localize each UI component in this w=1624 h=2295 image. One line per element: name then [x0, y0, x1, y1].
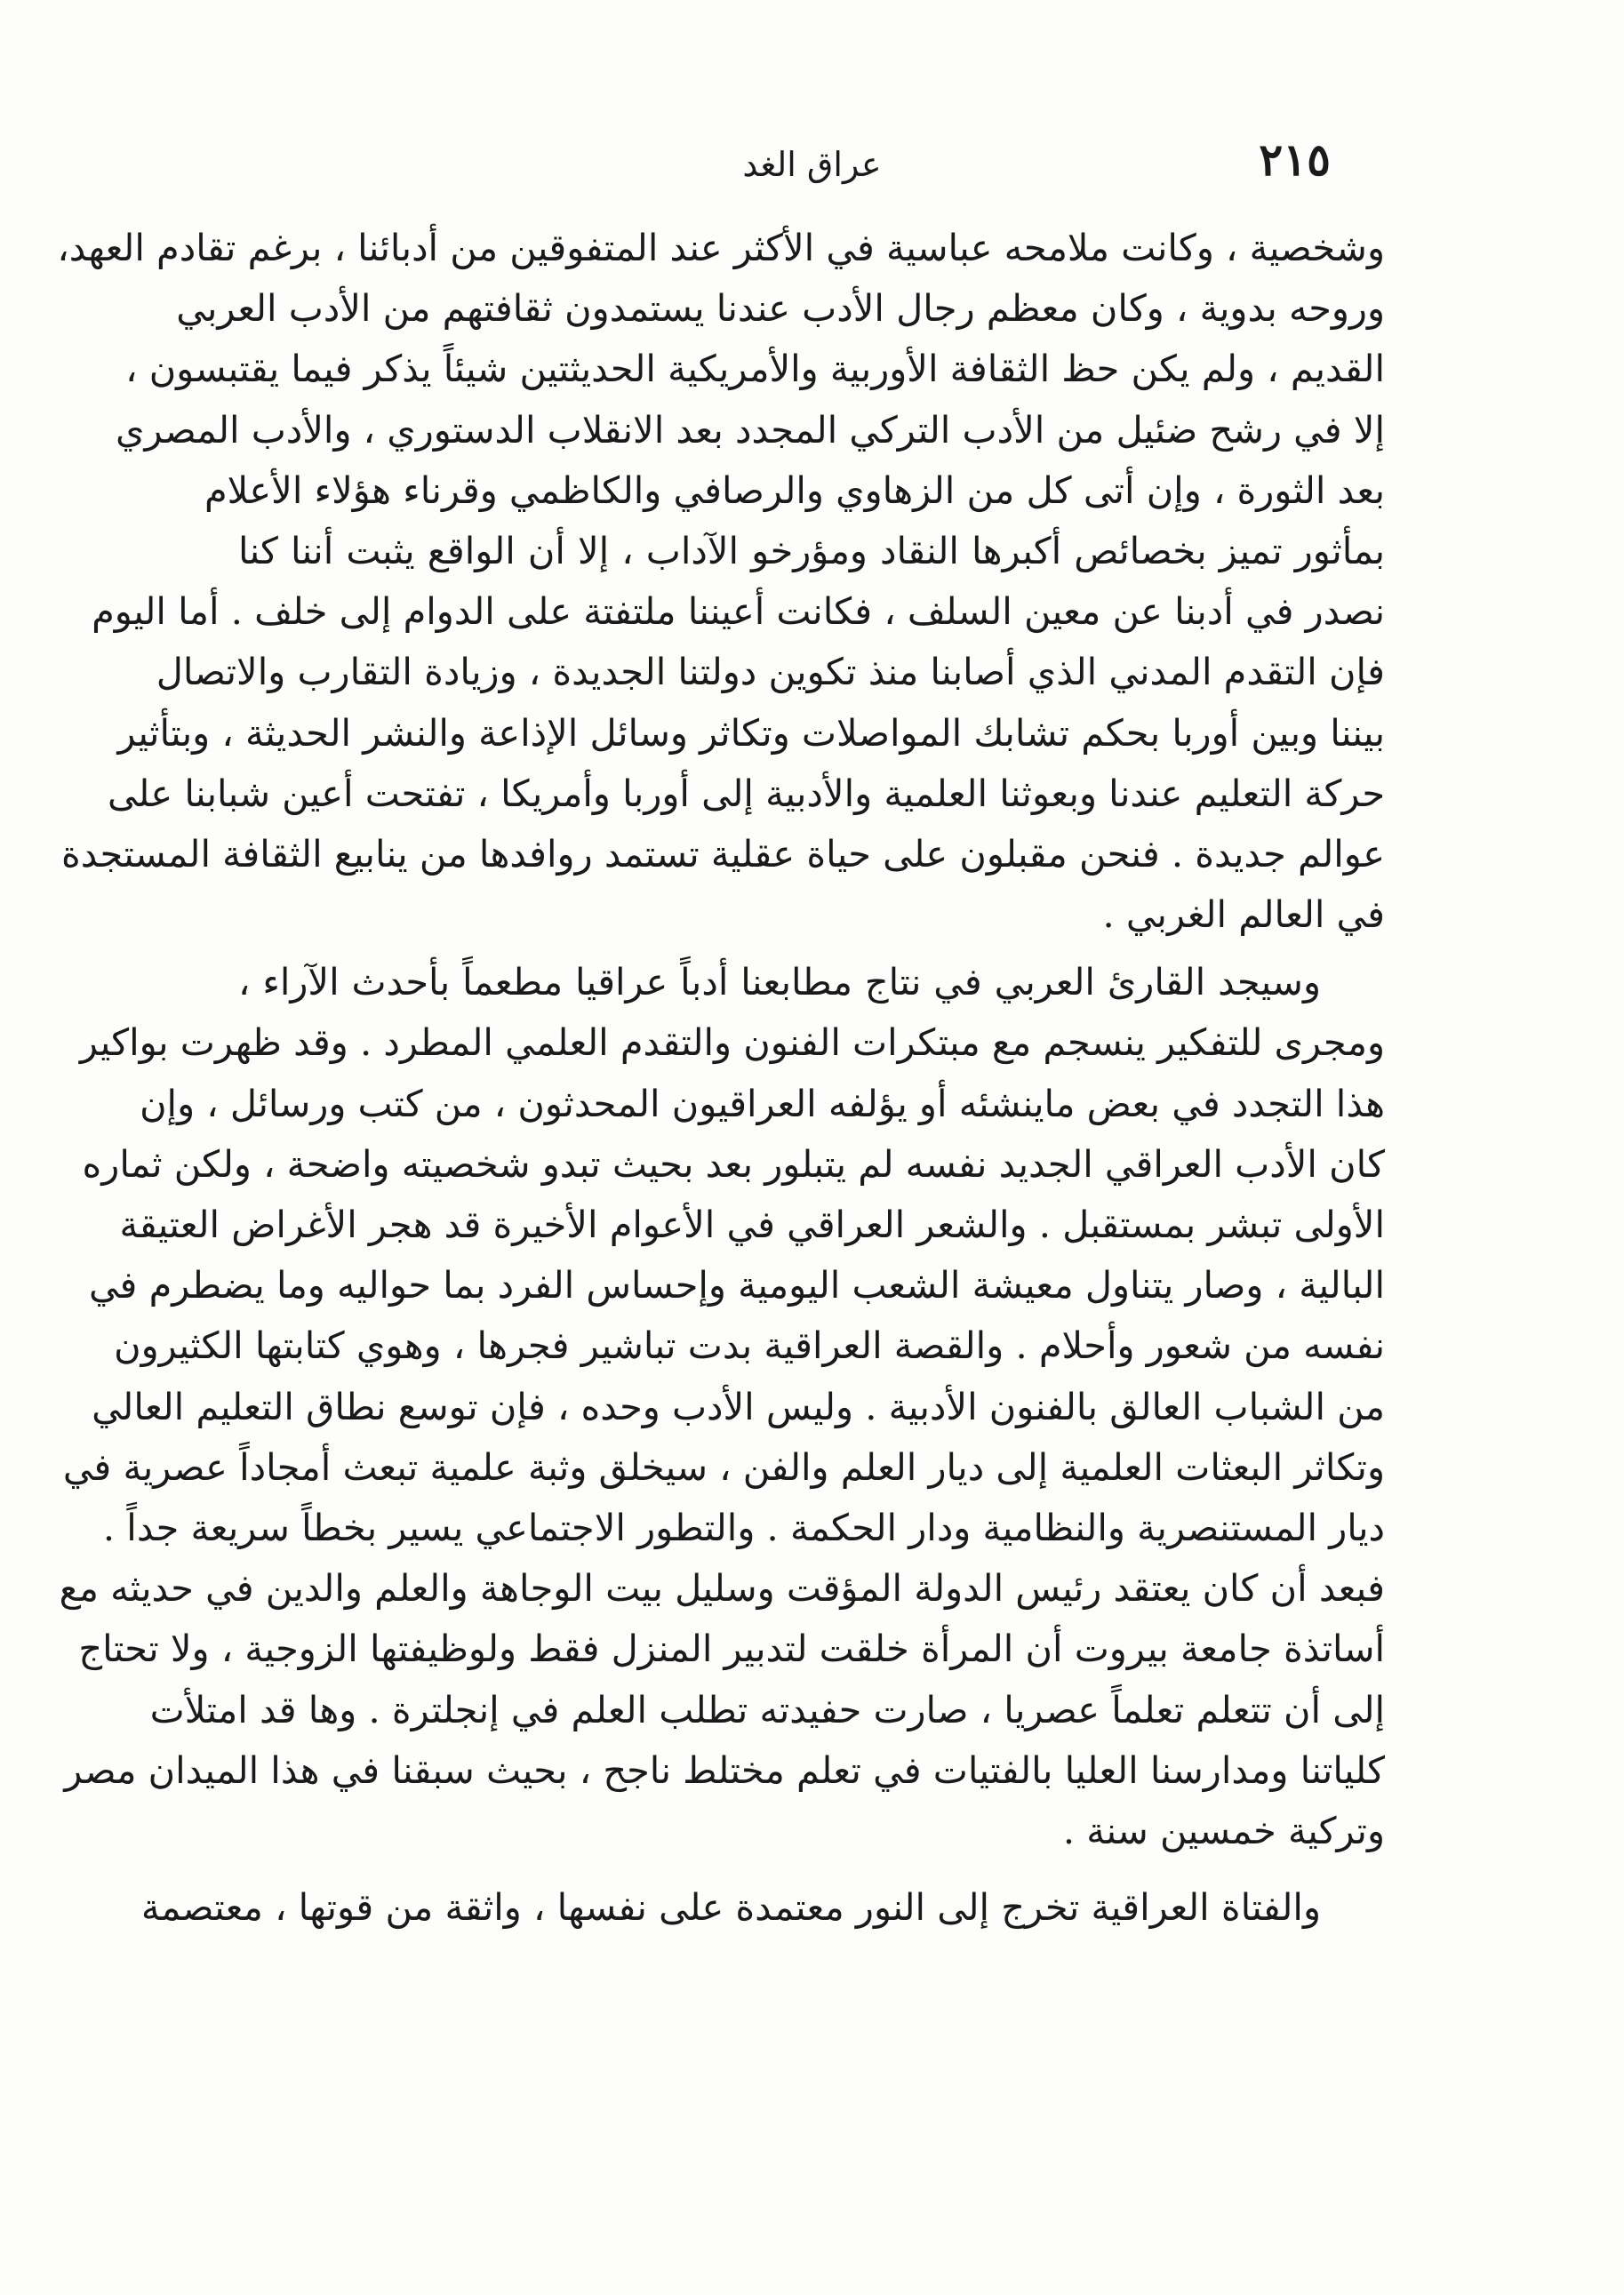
text-line: عوالم جديدة . فنحن مقبلون على حياة عقلية تستمد روافدها من ينابيع الثقافة المستجدة — [60, 831, 1385, 876]
text-line: أساتذة جامعة بيروت أن المرأة خلقت لتدبير المنزل فقط ولوظيفتها الزوجية ، ولا تحتاج — [78, 1627, 1385, 1671]
text-line: ديار المستنصرية والنظامية ودار الحكمة . والتطور الاجتماعي يسير بخطاً سريعة جداً . — [102, 1505, 1385, 1549]
text-line: فإن التقدم المدني الذي أصابنا منذ تكوين دولتنا الجديدة ، وزيادة التقارب والاتصال — [156, 650, 1385, 694]
text-line: وسيجد القارئ العربي في نتاج مطابعنا أدباً عراقيا مطعماً بأحدث الآراء ، — [238, 960, 1321, 1004]
paragraph-2 — [59, 952, 1385, 1861]
text-line: الأولى تبشر بمستقبل . والشعر العراقي في الأعوام الأخيرة قد هجر الأغراض العتيقة — [119, 1203, 1385, 1246]
paragraph-3 — [140, 1877, 1385, 1938]
text-line: بيننا وبين أوربا بحكم تشابك المواصلات وتكاثر وسائل الإذاعة والنشر الحديثة ، وبتأثير — [117, 710, 1385, 755]
text-line: وتكاثر البعثات العلمية إلى ديار العلم والفن ، سيخلق وثبة علمية تبعث أمجاداً عصرية في — [62, 1444, 1385, 1489]
paragraph-gap — [238, 945, 1385, 952]
page-header — [240, 133, 1384, 196]
text-line: في العالم الغربي . — [1102, 892, 1385, 937]
text-line: حركة التعليم عندنا وبعوثنا العلمية والأدبية إلى أوربا وأمريكا ، تفتحت أعين شبابنا على — [108, 771, 1385, 815]
text-line: هذا التجدد في بعض ماينشئه أو يؤلفه العراقيون المحدثون ، من كتب ورسائل ، وإن — [140, 1081, 1385, 1125]
text-line: نفسه من شعور وأحلام . والقصة العراقية بدت تباشير فجرها ، وهوي كتابتها الكثيرون — [114, 1323, 1385, 1368]
text-line: نصدر في أدبنا عن معين السلف ، فكانت أعيننا ملتفتة على الدوام إلى خلف . أما اليوم — [92, 589, 1385, 634]
text-line: وشخصية ، وكانت ملامحه عباسية في الأكثر عند المتفوقين من أدبائنا ، برغم تقادم العهد، — [57, 226, 1385, 269]
text-line: بعد الثورة ، وإن أتى كل من الزهاوي والرصافي والكاظمي وقرناء هؤلاء الأعلام — [204, 468, 1385, 512]
text-line: وروحه بدوية ، وكان معظم رجال الأدب عندنا يستمدون ثقافتهم من الأدب العربي — [176, 286, 1385, 331]
text-line: القديم ، ولم يكن حظ الثقافة الأوربية والأمريكية الحديثتين شيئاً يذكر فيما يقتبسون ، — [125, 347, 1385, 391]
text-line: والفتاة العراقية تخرج إلى النور معتمدة على نفسها ، واثقة من قوتها ، معتصمة — [140, 1885, 1321, 1930]
text-line: من الشباب العالق بالفنون الأدبية . وليس الأدب وحده ، فإن توسع نطاق التعليم العالي — [92, 1384, 1385, 1428]
paragraph-gap — [238, 1861, 1385, 1877]
text-line: ومجرى للتفكير ينسجم مع مبتكرات الفنون والتقدم العلمي المطرد . وقد ظهرت بواكير — [79, 1020, 1385, 1065]
body-text — [57, 218, 1385, 1938]
text-line: إلا في رشح ضئيل من الأدب التركي المجدد بعد الانقلاب الدستوري ، والأدب المصري — [115, 407, 1385, 452]
text-line: كان الأدب العراقي الجديد نفسه لم يتبلور بعد بحيث تبدو شخصيته واضحة ، ولكن ثماره — [82, 1141, 1385, 1186]
page-number: ٢١٥ — [1259, 133, 1331, 186]
paragraph-1 — [57, 218, 1385, 945]
text-line: بمأثور تميز بخصائص أكبرها النقاد ومؤرخو الآداب ، إلا أن الواقع يثبت أننا كنا — [238, 528, 1385, 572]
text-line: البالية ، وصار يتناول معيشة الشعب اليومية وإحساس الفرد بما حواليه وما يضطرم في — [88, 1263, 1385, 1307]
text-line: إلى أن تتعلم تعلماً عصريا ، صارت حفيدته تطلب العلم في إنجلترة . وها قد امتلأت — [149, 1687, 1385, 1731]
text-line: كلياتنا ومدارسنا العليا بالفتيات في تعلم مختلط ناجح ، بحيث سبقنا في هذا الميدان مصر — [64, 1747, 1385, 1792]
text-line: وتركية خمسين سنة . — [1062, 1808, 1385, 1852]
text-line: فبعد أن كان يعتقد رئيس الدولة المؤقت وسليل بيت الوجاهة والعلم والدين في حديثه مع — [59, 1566, 1385, 1611]
running-title: عراق الغد — [742, 145, 882, 184]
